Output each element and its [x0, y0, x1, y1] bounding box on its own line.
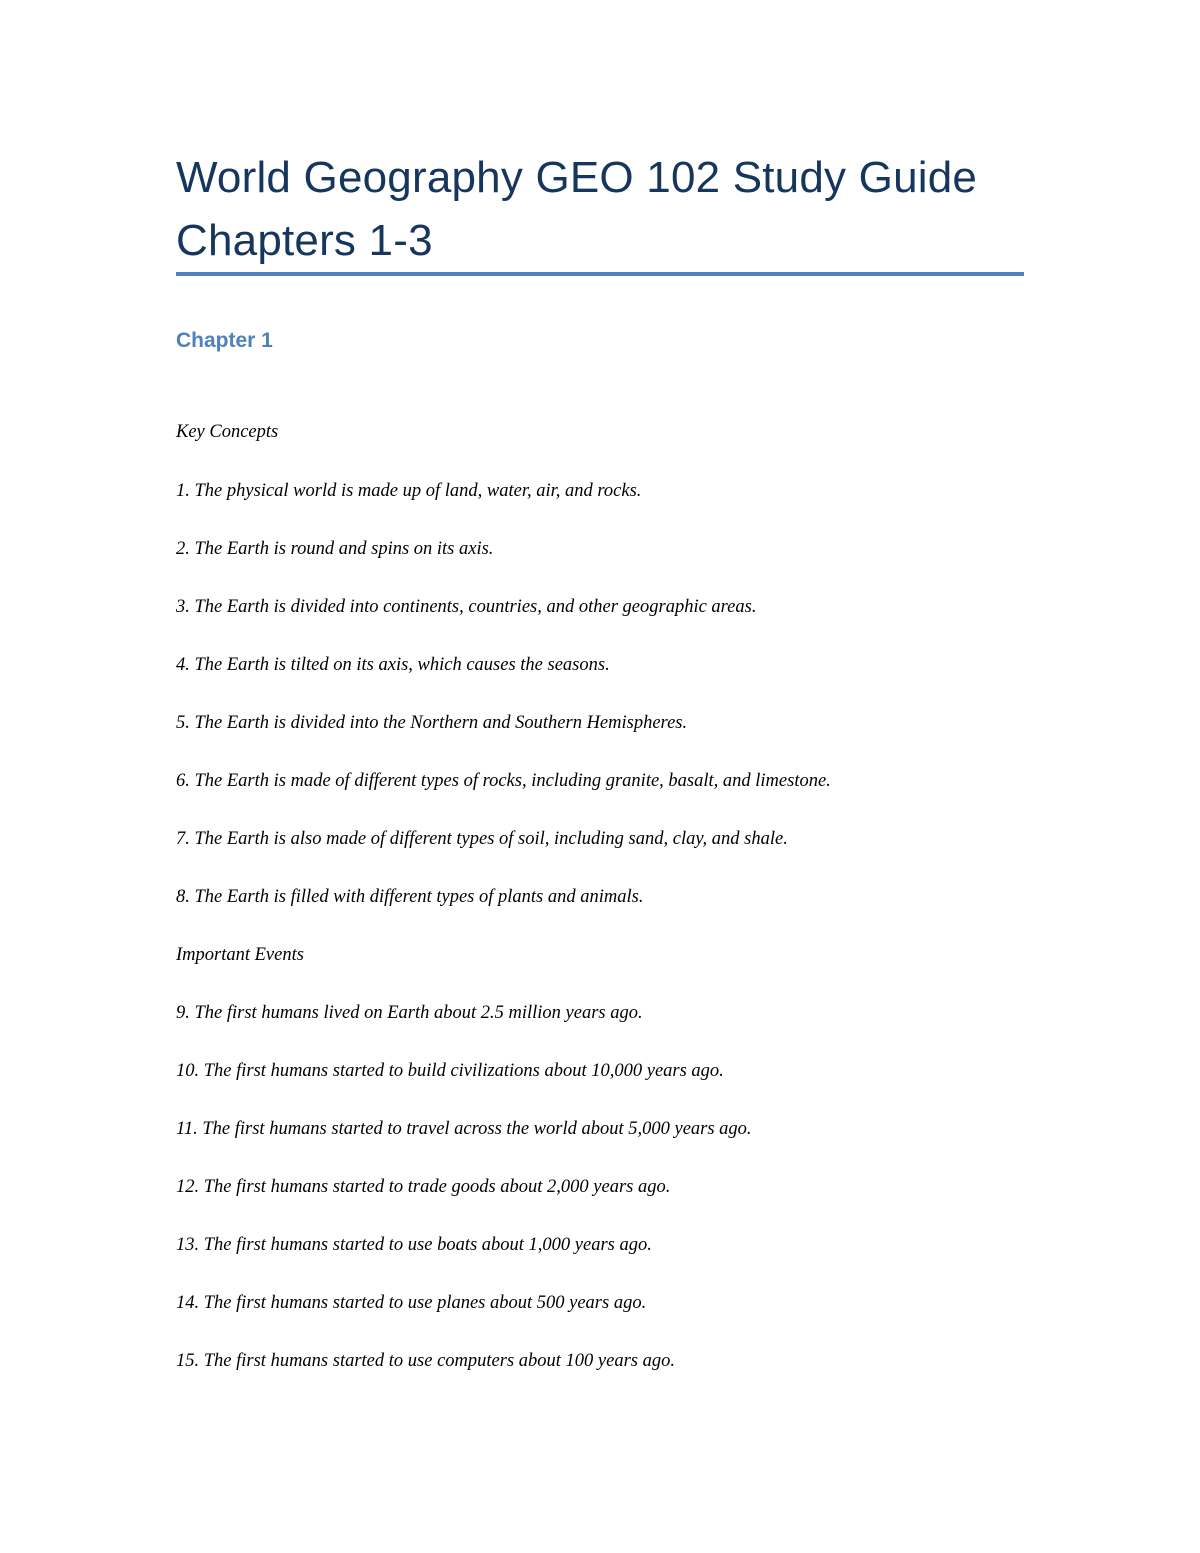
title-line-2: Chapters 1-3 — [176, 216, 433, 265]
list-item: 15. The first humans started to use computers about 100 years ago. — [176, 1351, 675, 1371]
list-item: 3. The Earth is divided into continents, countries, and other geographic areas. — [176, 597, 757, 617]
important-events-label: Important Events — [176, 945, 304, 965]
title-underline-rule — [176, 272, 1024, 276]
list-item: 5. The Earth is divided into the Northern and Southern Hemispheres. — [176, 713, 688, 733]
list-item: 4. The Earth is tilted on its axis, which causes the seasons. — [176, 655, 610, 675]
list-item: 14. The first humans started to use planes about 500 years ago. — [176, 1293, 647, 1313]
list-item: 13. The first humans started to use boats about 1,000 years ago. — [176, 1235, 652, 1255]
title-line-1: World Geography GEO 102 Study Guide — [176, 153, 978, 202]
page-title — [176, 146, 1026, 272]
list-item: 9. The first humans lived on Earth about 2.5 million years ago. — [176, 1003, 643, 1023]
list-item: 1. The physical world is made up of land, water, air, and rocks. — [176, 481, 642, 501]
list-item: 8. The Earth is filled with different types of plants and animals. — [176, 887, 644, 907]
list-item: 7. The Earth is also made of different types of soil, including sand, clay, and shale. — [176, 829, 788, 849]
list-item: 2. The Earth is round and spins on its axis. — [176, 539, 494, 559]
list-item: 6. The Earth is made of different types of rocks, including granite, basalt, and limestone. — [176, 771, 831, 791]
list-item: 11. The first humans started to travel across the world about 5,000 years ago. — [176, 1119, 752, 1139]
chapter-heading: Chapter 1 — [176, 329, 273, 352]
list-item: 12. The first humans started to trade goods about 2,000 years ago. — [176, 1177, 671, 1197]
key-concepts-label: Key Concepts — [176, 422, 279, 442]
list-item: 10. The first humans started to build civilizations about 10,000 years ago. — [176, 1061, 724, 1081]
